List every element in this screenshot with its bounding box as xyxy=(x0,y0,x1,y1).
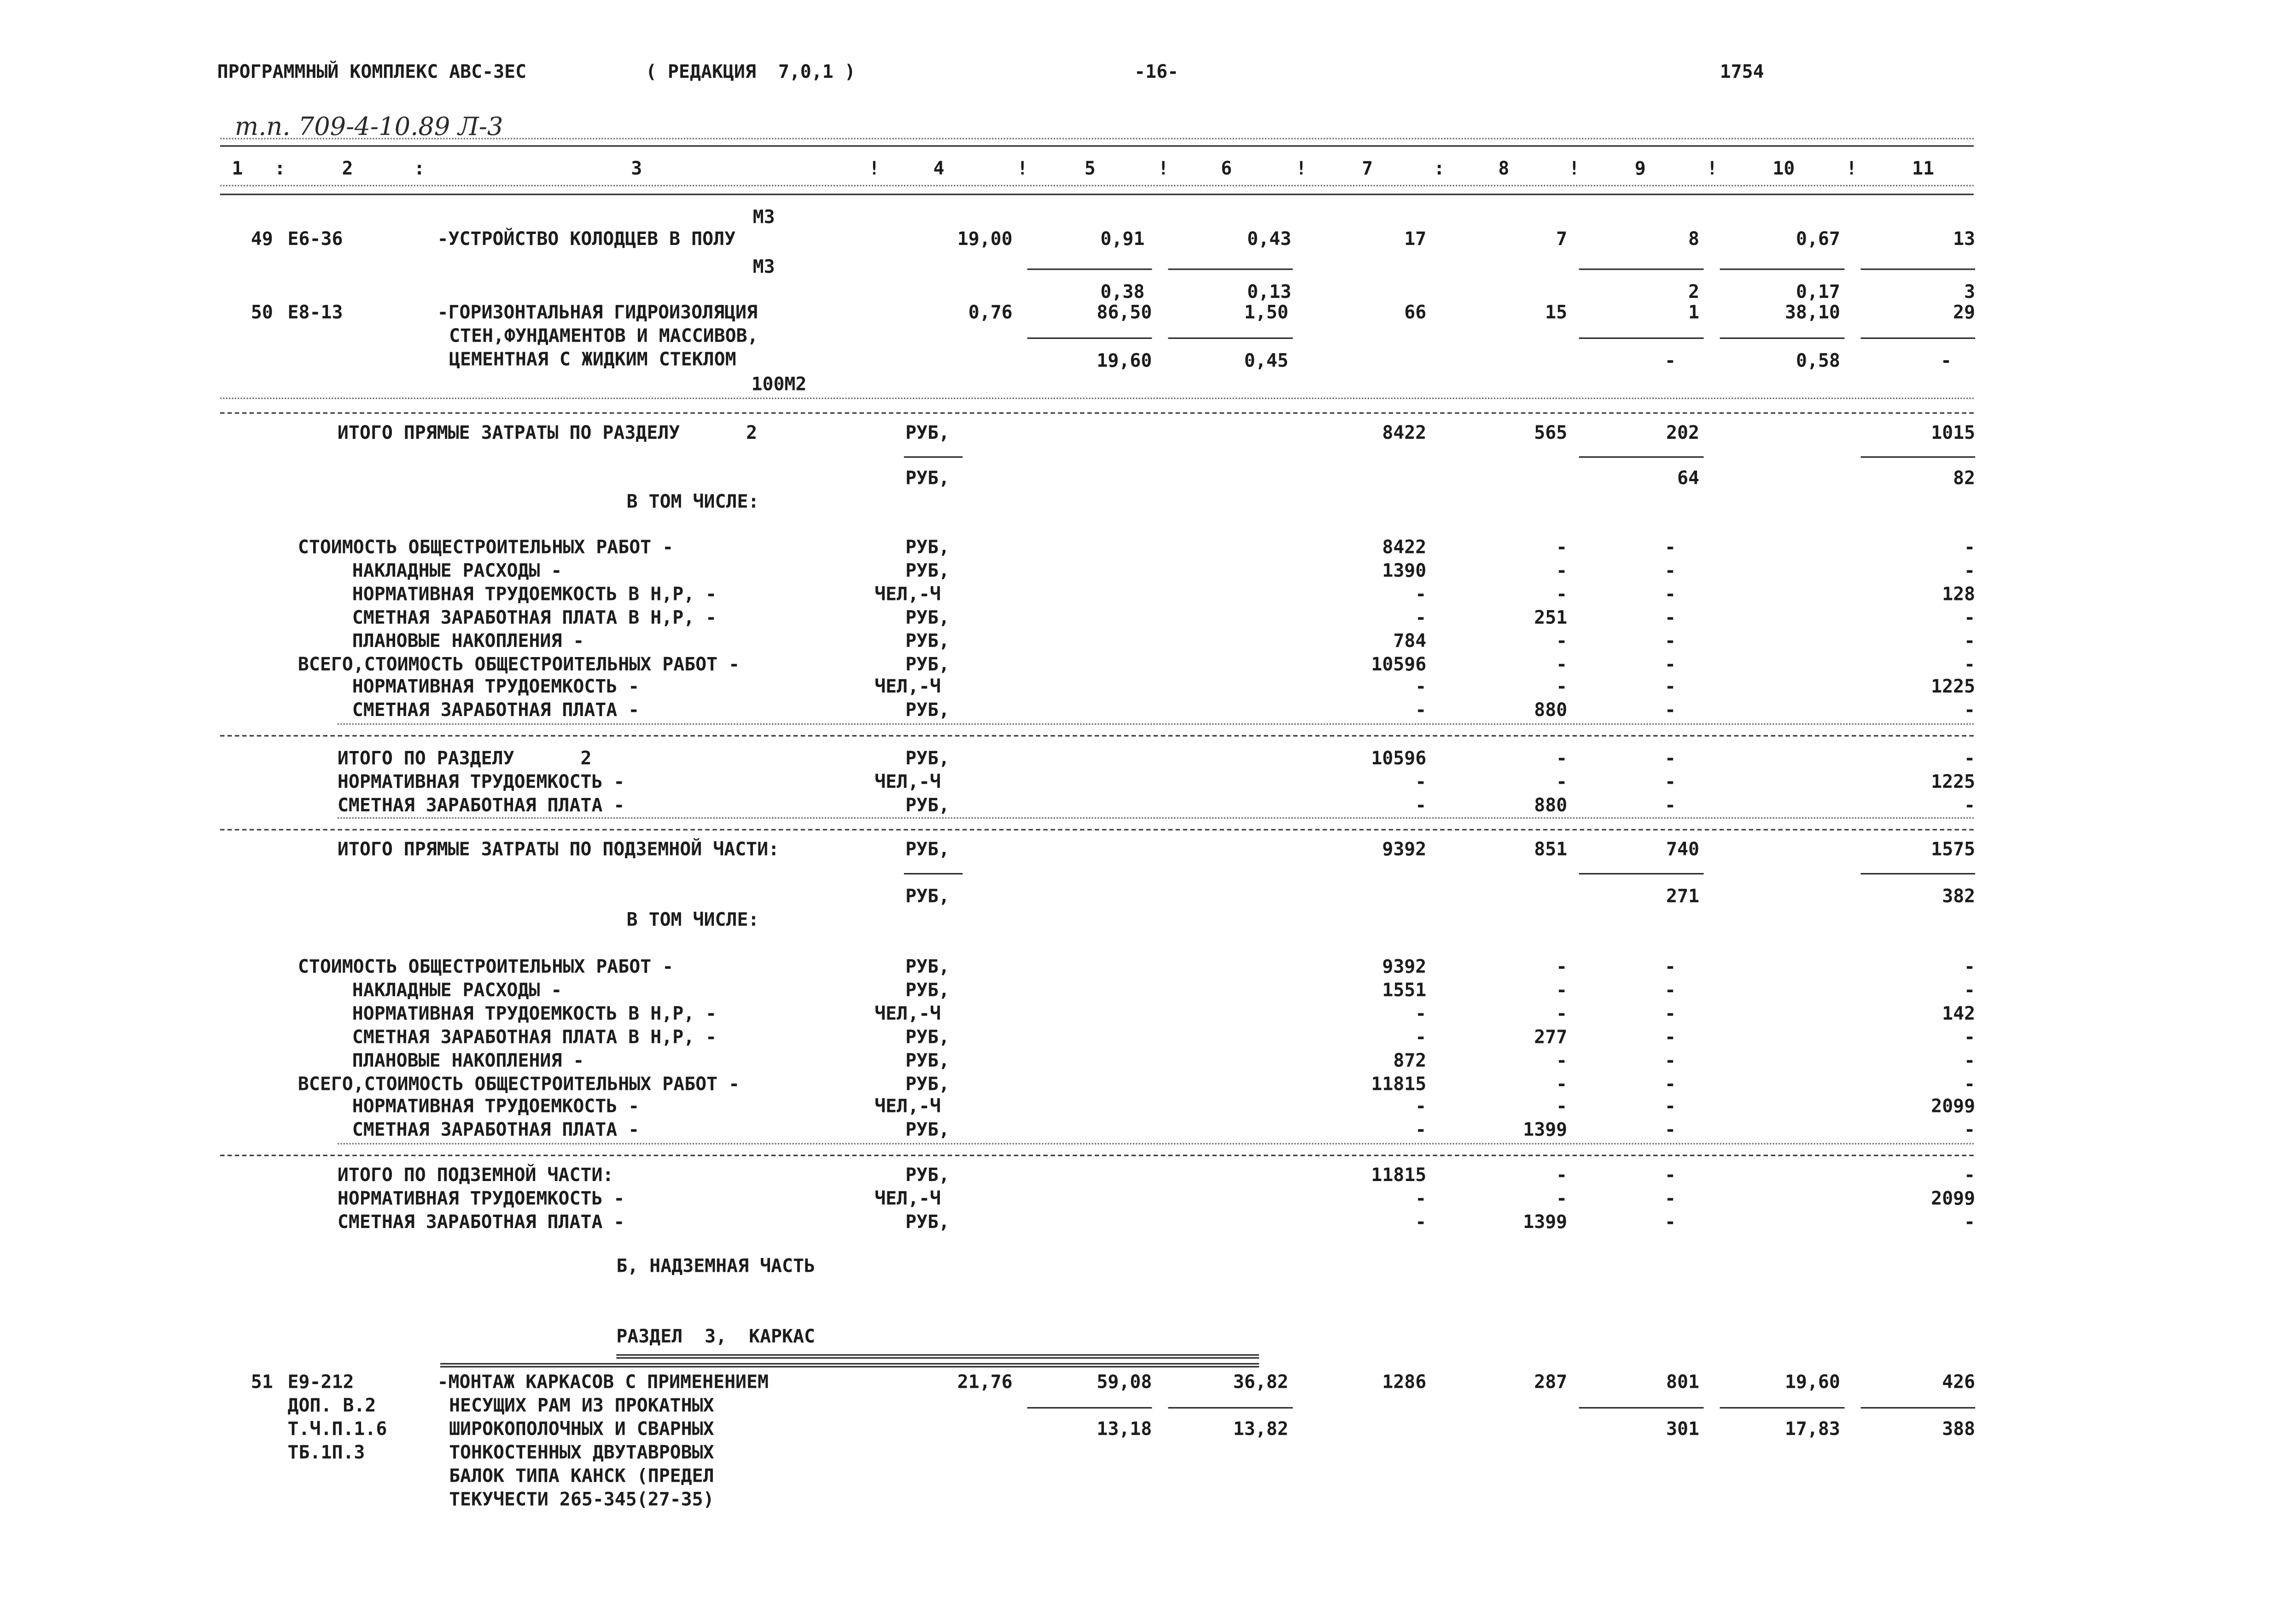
row-label: ПЛАНОВЫЕ НАКОПЛЕНИЯ - xyxy=(352,629,584,651)
unit-label: 100М2 xyxy=(751,373,807,395)
item-code-note: ДОП. В.2 xyxy=(287,1394,376,1416)
cell-wage: - xyxy=(1556,770,1568,792)
item-name: НЕСУЩИХ РАМ ИЗ ПРОКАТНЫХ xyxy=(449,1394,714,1416)
cell-labor-total: 2099 xyxy=(1931,1187,1976,1209)
cell-labor-unit: 19,60 xyxy=(1785,1370,1840,1392)
cell-labor-total: - xyxy=(1964,955,1976,978)
item-name: БАЛОК ТИПА КАНСК (ПРЕДЕЛ xyxy=(449,1464,714,1486)
unit-label: ЧЕЛ,-Ч xyxy=(875,770,941,792)
unit-label: РУБ, xyxy=(905,421,950,443)
column-number: 11 xyxy=(1912,157,1935,179)
cell-total: - xyxy=(1415,582,1427,605)
cell-labor-total-sub: 388 xyxy=(1942,1417,1976,1439)
cell-unit-cost-sub: 13,18 xyxy=(1096,1417,1152,1439)
cell-wage: - xyxy=(1556,955,1568,978)
cell-wage: 251 xyxy=(1534,605,1568,628)
item-name: ТЕКУЧЕСТИ 265-345(27-35) xyxy=(449,1488,714,1510)
row-label: НОРМАТИВНАЯ ТРУДОЕМКОСТЬ - xyxy=(337,770,625,792)
unit-label: ЧЕЛ,-Ч xyxy=(875,582,941,605)
cell-total: - xyxy=(1415,605,1427,628)
cell-labor-total-sub: - xyxy=(1941,349,1952,372)
unit-label: РУБ, xyxy=(905,1118,950,1141)
cell-wage: 880 xyxy=(1534,698,1568,721)
unit-label: РУБ, xyxy=(905,466,950,489)
cell-unit-cost: 59,08 xyxy=(1096,1370,1152,1392)
cell-wage: - xyxy=(1556,629,1568,651)
column-number: 5 xyxy=(1084,157,1096,179)
rule xyxy=(220,145,1974,146)
cell-machine: - xyxy=(1664,652,1676,675)
cell-machine: - xyxy=(1664,605,1676,628)
cell-labor-total: - xyxy=(1964,629,1976,651)
cell-labor-total: 426 xyxy=(1942,1370,1976,1392)
unit-label: РУБ, xyxy=(905,652,950,675)
cell-unit-cost-sub: 0,38 xyxy=(1100,280,1145,303)
cell-wage: 1399 xyxy=(1523,1210,1568,1233)
cell-labor-total: 1225 xyxy=(1931,770,1976,792)
cell-qty: 0,76 xyxy=(968,301,1013,323)
cell-labor-total: - xyxy=(1964,1118,1976,1141)
cell-labor-total: - xyxy=(1964,1048,1976,1071)
cell-machine: - xyxy=(1664,1210,1676,1233)
cell-wage: - xyxy=(1556,1048,1568,1071)
cell-total: 9392 xyxy=(1382,955,1427,978)
cell-unit-machine: 0,43 xyxy=(1247,227,1292,250)
item-number: 50 xyxy=(251,301,273,323)
row-label: НАКЛАДНЫЕ РАСХОДЫ - xyxy=(352,559,562,581)
column-number: 9 xyxy=(1634,157,1646,179)
cell-total: 8422 xyxy=(1382,536,1427,558)
cell-unit-machine: 36,82 xyxy=(1233,1370,1289,1392)
row-label: ВСЕГО,СТОИМОСТЬ ОБЩЕСТРОИТЕЛЬНЫХ РАБОТ - xyxy=(297,1071,740,1094)
cell-machine: - xyxy=(1664,1001,1676,1024)
cell-total: 8422 xyxy=(1382,421,1427,443)
cell-labor-total-sub: 3 xyxy=(1964,280,1976,303)
cell-machine: - xyxy=(1664,1095,1676,1118)
row-label: СМЕТНАЯ ЗАРАБОТНАЯ ПЛАТА - xyxy=(352,698,640,721)
including-heading: В ТОМ ЧИСЛЕ: xyxy=(626,908,759,931)
row-label: СТОИМОСТЬ ОБЩЕСТРОИТЕЛЬНЫХ РАБОТ - xyxy=(297,955,674,978)
cell-labor-total: - xyxy=(1964,1025,1976,1048)
cell-labor-total: - xyxy=(1964,559,1976,581)
column-number: 3 xyxy=(631,157,642,179)
item-name: -УСТРОЙСТВО КОЛОДЦЕВ В ПОЛУ xyxy=(437,227,736,250)
row-label: СМЕТНАЯ ЗАРАБОТНАЯ ПЛАТА В Н,Р, - xyxy=(352,1025,717,1048)
unit-label: РУБ, xyxy=(905,605,950,628)
cell-wage: 1399 xyxy=(1523,1118,1568,1141)
unit-label: РУБ, xyxy=(905,885,950,907)
rule xyxy=(220,138,1974,140)
row-label: СМЕТНАЯ ЗАРАБОТНАЯ ПЛАТА - xyxy=(352,1118,640,1141)
unit-label: ЧЕЛ,-Ч xyxy=(875,675,941,698)
cell-machine-sub: 271 xyxy=(1666,885,1699,907)
cell-machine: 801 xyxy=(1666,1370,1699,1392)
cell-machine: - xyxy=(1664,1163,1676,1186)
cell-machine: - xyxy=(1664,1118,1676,1141)
cell-labor-total: 1225 xyxy=(1931,675,1976,698)
cell-machine: - xyxy=(1664,1187,1676,1209)
cell-machine: - xyxy=(1664,1025,1676,1048)
cell-wage: - xyxy=(1556,582,1568,605)
cell-total: - xyxy=(1415,1001,1427,1024)
cell-machine-sub: 64 xyxy=(1677,466,1699,489)
unit-label: М3 xyxy=(752,205,775,227)
cell-qty: 19,00 xyxy=(957,227,1013,250)
unit-label: РУБ, xyxy=(905,746,950,769)
cell-labor-total-sub: 82 xyxy=(1953,466,1976,489)
cell-machine: 1 xyxy=(1688,301,1699,323)
including-heading: В ТОМ ЧИСЛЕ: xyxy=(626,490,759,512)
unit-label: РУБ, xyxy=(905,838,950,860)
cell-machine-sub: 301 xyxy=(1666,1417,1699,1439)
estimate-sheet: ПРОГРАММНЫЙ КОМПЛЕКС АВС-3ЕС ( РЕДАКЦИЯ 7,0,1 ) -16- 1754 т.п. 709-4-10.89 Л-3 1 2 3 4 5 6 7 8 9 10 11 : : ! ! ! ! : ! ! ! М3 49 Е6-36 -УСТРОЙСТВО КОЛОДЦЕВ В ПОЛУ М3 19,00 0,91 0,43 17 7 8 0,67 13 0,38 0,13 2 0,17 3 50 Е8-13 -ГОРИЗОНТАЛЬНАЯ ГИДРОИЗОЛЯЦИЯ СТЕН,ФУНДАМЕНТОВ И МАССИВОВ, ЦЕМЕНТНАЯ С ЖИДКИМ СТЕКЛОМ 100М2 0,76 86,50 1,50 66 15 1 38,10 29 19,60 0,45 - 0,58 - ИТОГО ПРЯМЫЕ ЗАТРАТЫ ПО РАЗДЕЛУ 2 РУБ, 8422 565 202 1015 РУБ, 64 82 В ТОМ ЧИСЛЕ: СТОИМОСТЬ ОБЩЕСТРОИТЕЛЬНЫХ РАБОТ - РУБ, 8422 - - - НАКЛАДНЫЕ РАСХОДЫ - РУБ, 1390 - - - НОРМАТИВНАЯ ТРУДОЕМКОСТЬ В Н,Р, - ЧЕЛ,-Ч - - - 128 СМЕТНАЯ ЗАРАБОТНАЯ ПЛАТА В Н,Р, - РУБ, - 251 - - ПЛАНОВЫЕ НАКОПЛЕНИЯ - РУБ, 784 - - - ВСЕГО,СТОИМОСТЬ ОБЩЕСТРОИТЕЛЬНЫХ РАБОТ - РУБ, 10596 - - - НОРМАТИВНАЯ ТРУДОЕМКОСТЬ - ЧЕЛ,-Ч - - - 1225 СМЕТНАЯ ЗАРАБОТНАЯ ПЛАТА - РУБ, - 880 - - ИТОГО ПО РАЗДЕЛУ 2 РУБ, 10596 - - - НОРМАТИВНАЯ ТРУДОЕМКОСТЬ - ЧЕЛ,-Ч - - - 1225 СМЕТНАЯ ЗАРАБОТНАЯ ПЛАТА - РУБ, - 880 - - ИТОГО ПРЯМЫЕ ЗАТРАТЫ ПО ПОДЗЕМНОЙ ЧАСТИ: РУБ, 9392 851 740 1575 РУБ, 271 382 В ТОМ ЧИСЛЕ: СТОИМОСТЬ ОБЩЕСТРОИТЕЛЬНЫХ РАБОТ - РУБ, 9392 - - - НАКЛАДНЫЕ РАСХОДЫ - РУБ, 1551 - - - НОРМАТИВНАЯ ТРУДОЕМКОСТЬ В Н,Р, - ЧЕЛ,-Ч - - - 142 СМЕТНАЯ ЗАРАБОТНАЯ ПЛАТА В Н,Р, - РУБ, - 277 - - ПЛАНОВЫЕ НАКОПЛЕНИЯ - РУБ, 872 - - - ВСЕГО,СТОИМОСТЬ ОБЩЕСТРОИТЕЛЬНЫХ РАБОТ - РУБ, 11815 - - - НОРМАТИВНАЯ ТРУДОЕМКОСТЬ - ЧЕЛ,-Ч - - - 2099 СМЕТНАЯ ЗАРАБОТНАЯ ПЛАТА - РУБ, - 1399 - - ИТОГО ПО ПОДЗЕМНОЙ ЧАСТИ: РУБ, 11815 - - - НОРМАТИВНАЯ ТРУДОЕМКОСТЬ - ЧЕЛ,-Ч - - - 2099 СМЕТНАЯ ЗАРАБОТНАЯ ПЛАТА - РУБ, - 1399 - - Б, НАДЗЕМНАЯ ЧАСТЬ РАЗДЕЛ 3, КАРКАС 51 Е9-212 ДОП. В.2 Т.Ч.П.1.6 ТБ.1П.3 -МОНТАЖ КАРКАСОВ С ПРИМЕНЕНИЕМ НЕСУЩИХ РАМ ИЗ ПРОКАТНЫХ ШИРОКОПОЛОЧНЫХ И СВАРНЫХ ТОНКОСТЕННЫХ ДВУТАВРОВЫХ БАЛОК ТИПА КАНСК (ПРЕДЕЛ ТЕКУЧЕСТИ 265-345(27-35) 21,76 59,08 36,82 1286 287 801 19,60 426 13,18 13,82 301 17,83 388 xyxy=(217,60,1976,1510)
cell-wage: - xyxy=(1556,1071,1568,1094)
row-label: ВСЕГО,СТОИМОСТЬ ОБЩЕСТРОИТЕЛЬНЫХ РАБОТ - xyxy=(297,652,740,675)
item-code: Е6-36 xyxy=(287,227,343,250)
cell-total: 11815 xyxy=(1371,1071,1427,1094)
row-label: НОРМАТИВНАЯ ТРУДОЕМКОСТЬ - xyxy=(337,1187,625,1209)
cell-unit-machine-sub: 0,13 xyxy=(1247,280,1292,303)
column-number: 2 xyxy=(342,157,353,179)
cell-wage: - xyxy=(1556,1001,1568,1024)
cell-labor-total: - xyxy=(1964,746,1976,769)
cell-wage: - xyxy=(1556,746,1568,769)
row-label: СМЕТНАЯ ЗАРАБОТНАЯ ПЛАТА В Н,Р, - xyxy=(352,605,717,628)
unit-label: М3 xyxy=(752,255,775,278)
program-title: ПРОГРАММНЫЙ КОМПЛЕКС АВС-3ЕС xyxy=(217,60,527,82)
row-label: ИТОГО ПО ПОДЗЕМНОЙ ЧАСТИ: xyxy=(337,1163,614,1186)
cell-labor-total: - xyxy=(1964,605,1976,628)
item-code-note: Т.Ч.П.1.6 xyxy=(287,1417,387,1439)
cell-machine: 8 xyxy=(1688,227,1699,250)
cell-labor-total: 2099 xyxy=(1931,1095,1976,1118)
rule xyxy=(220,185,1974,186)
unit-label: РУБ, xyxy=(905,1163,950,1186)
cell-wage: 851 xyxy=(1534,838,1568,860)
unit-label: РУБ, xyxy=(905,955,950,978)
cell-labor-total: - xyxy=(1964,536,1976,558)
item-code: Е8-13 xyxy=(287,301,343,323)
item-name: ЦЕМЕНТНАЯ С ЖИДКИМ СТЕКЛОМ xyxy=(449,348,736,370)
section-heading: РАЗДЕЛ 3, КАРКАС xyxy=(616,1325,816,1347)
cell-qty: 21,76 xyxy=(957,1370,1013,1392)
item-name: ШИРОКОПОЛОЧНЫХ И СВАРНЫХ xyxy=(449,1417,714,1439)
unit-label: РУБ, xyxy=(905,559,950,581)
cell-total: - xyxy=(1415,698,1427,721)
cell-labor-unit: 38,10 xyxy=(1785,301,1840,323)
unit-label: ЧЕЛ,-Ч xyxy=(875,1095,941,1118)
cell-labor-total: - xyxy=(1964,1210,1976,1233)
cell-machine: - xyxy=(1664,629,1676,651)
cell-total: - xyxy=(1415,1095,1427,1118)
cell-unit-cost: 86,50 xyxy=(1096,301,1152,323)
section-direct-costs-label: ИТОГО ПРЯМЫЕ ЗАТРАТЫ ПО РАЗДЕЛУ 2 xyxy=(337,421,758,443)
unit-label: ЧЕЛ,-Ч xyxy=(875,1187,941,1209)
cell-machine: - xyxy=(1664,955,1676,978)
cell-total: 1286 xyxy=(1382,1370,1427,1392)
item-number: 51 xyxy=(251,1370,273,1392)
cell-labor-total: 128 xyxy=(1942,582,1976,605)
cell-total: 9392 xyxy=(1382,838,1427,860)
edition-label: ( РЕДАКЦИЯ 7,0,1 ) xyxy=(646,60,856,82)
cell-labor-total: 142 xyxy=(1942,1001,1976,1024)
cell-labor-unit-sub: 0,17 xyxy=(1796,280,1840,303)
cell-total: - xyxy=(1415,1118,1427,1141)
cell-machine: - xyxy=(1664,978,1676,1001)
cell-wage: - xyxy=(1556,1163,1568,1186)
cell-wage: - xyxy=(1556,536,1568,558)
cell-labor-total: 1575 xyxy=(1931,838,1976,860)
cell-wage: 880 xyxy=(1534,793,1568,816)
column-number: 4 xyxy=(933,157,945,179)
row-label: СТОИМОСТЬ ОБЩЕСТРОИТЕЛЬНЫХ РАБОТ - xyxy=(297,536,674,558)
cell-unit-machine-sub: 13,82 xyxy=(1233,1417,1289,1439)
cell-total: - xyxy=(1415,1210,1427,1233)
cell-wage: - xyxy=(1556,559,1568,581)
part-heading: Б, НАДЗЕМНАЯ ЧАСТЬ xyxy=(616,1254,816,1277)
handwritten-project-ref: т.п. 709-4-10.89 Л-3 xyxy=(234,113,503,143)
cell-total: - xyxy=(1415,1187,1427,1209)
row-label: НОРМАТИВНАЯ ТРУДОЕМКОСТЬ - xyxy=(352,1095,640,1118)
unit-label: РУБ, xyxy=(905,793,950,816)
cell-unit-cost: 0,91 xyxy=(1100,227,1145,250)
row-label: ПЛАНОВЫЕ НАКОПЛЕНИЯ - xyxy=(352,1048,584,1071)
unit-label: РУБ, xyxy=(905,536,950,558)
cell-labor-total: - xyxy=(1964,1163,1976,1186)
cell-labor-total: 1015 xyxy=(1931,421,1976,443)
cell-total: 17 xyxy=(1404,227,1427,250)
cell-machine: - xyxy=(1664,770,1676,792)
cell-labor-total: 13 xyxy=(1953,227,1976,250)
cell-total: 872 xyxy=(1393,1048,1427,1071)
cell-labor-unit-sub: 17,83 xyxy=(1785,1417,1840,1439)
cell-labor-total: - xyxy=(1964,652,1976,675)
cell-machine: 202 xyxy=(1666,421,1699,443)
page-number: -16- xyxy=(1134,60,1179,82)
cell-wage: 7 xyxy=(1556,227,1568,250)
cell-wage: 277 xyxy=(1534,1025,1568,1048)
column-number: 1 xyxy=(232,157,243,179)
item-number: 49 xyxy=(251,227,273,250)
row-label: ИТОГО ПО РАЗДЕЛУ 2 xyxy=(337,746,592,769)
cell-wage: - xyxy=(1556,1095,1568,1118)
item-code-note: ТБ.1П.3 xyxy=(287,1441,365,1463)
unit-label: РУБ, xyxy=(905,698,950,721)
cell-wage: 565 xyxy=(1534,421,1568,443)
unit-label: РУБ, xyxy=(905,1025,950,1048)
cell-labor-unit: 0,67 xyxy=(1796,227,1840,250)
cell-labor-total: - xyxy=(1964,978,1976,1001)
column-number: 7 xyxy=(1362,157,1373,179)
item-code: Е9-212 xyxy=(287,1370,354,1392)
cell-total: 10596 xyxy=(1371,746,1427,769)
unit-label: РУБ, xyxy=(905,629,950,651)
item-name: ТОНКОСТЕННЫХ ДВУТАВРОВЫХ xyxy=(449,1441,714,1463)
cell-wage: - xyxy=(1556,978,1568,1001)
cell-wage: 287 xyxy=(1534,1370,1568,1392)
cell-labor-total-sub: 382 xyxy=(1942,885,1976,907)
cell-total: - xyxy=(1415,793,1427,816)
row-label: НОРМАТИВНАЯ ТРУДОЕМКОСТЬ В Н,Р, - xyxy=(352,1001,717,1024)
cell-machine-sub: 2 xyxy=(1688,280,1699,303)
cell-total: 10596 xyxy=(1371,652,1427,675)
cell-wage: 15 xyxy=(1545,301,1568,323)
cell-machine: - xyxy=(1664,1071,1676,1094)
row-label: СМЕТНАЯ ЗАРАБОТНАЯ ПЛАТА - xyxy=(337,1210,625,1233)
cell-unit-machine-sub: 0,45 xyxy=(1244,349,1289,372)
cell-labor-total: - xyxy=(1964,698,1976,721)
unit-label: РУБ, xyxy=(905,1210,950,1233)
cell-total: - xyxy=(1415,770,1427,792)
cell-labor-total: - xyxy=(1964,1071,1976,1094)
unit-label: РУБ, xyxy=(905,978,950,1001)
cell-unit-cost-sub: 19,60 xyxy=(1096,349,1152,372)
unit-label: РУБ, xyxy=(905,1071,950,1094)
cell-machine: - xyxy=(1664,582,1676,605)
cell-machine: - xyxy=(1664,793,1676,816)
cell-machine: - xyxy=(1664,1048,1676,1071)
cell-wage: - xyxy=(1556,675,1568,698)
cell-machine: - xyxy=(1664,536,1676,558)
unit-label: РУБ, xyxy=(905,1048,950,1071)
cell-total: 1551 xyxy=(1382,978,1427,1001)
sheet-number: 1754 xyxy=(1720,60,1764,82)
cell-total: 1390 xyxy=(1382,559,1427,581)
item-name: СТЕН,ФУНДАМЕНТОВ И МАССИВОВ, xyxy=(449,324,758,347)
cell-wage: - xyxy=(1556,1187,1568,1209)
cell-machine-sub: - xyxy=(1664,349,1676,372)
cell-labor-total: 29 xyxy=(1953,301,1976,323)
cell-total: 11815 xyxy=(1371,1163,1427,1186)
cell-total: - xyxy=(1415,675,1427,698)
cell-machine: - xyxy=(1664,675,1676,698)
unit-label: ЧЕЛ,-Ч xyxy=(875,1001,941,1024)
cell-machine: - xyxy=(1664,559,1676,581)
cell-labor-unit-sub: 0,58 xyxy=(1796,349,1840,372)
cell-wage: - xyxy=(1556,652,1568,675)
column-number: 10 xyxy=(1773,157,1795,179)
cell-machine: - xyxy=(1664,746,1676,769)
cell-unit-machine: 1,50 xyxy=(1244,301,1289,323)
row-label: НАКЛАДНЫЕ РАСХОДЫ - xyxy=(352,978,562,1001)
column-number: 8 xyxy=(1498,157,1510,179)
column-number: 6 xyxy=(1221,157,1232,179)
item-name: -ГОРИЗОНТАЛЬНАЯ ГИДРОИЗОЛЯЦИЯ xyxy=(437,301,758,323)
row-label: НОРМАТИВНАЯ ТРУДОЕМКОСТЬ В Н,Р, - xyxy=(352,582,717,605)
cell-machine: 740 xyxy=(1666,838,1699,860)
rule xyxy=(220,194,1974,195)
cell-total: 66 xyxy=(1404,301,1427,323)
cell-total: 784 xyxy=(1393,629,1427,651)
cell-machine: - xyxy=(1664,698,1676,721)
cell-labor-total: - xyxy=(1964,793,1976,816)
row-label: СМЕТНАЯ ЗАРАБОТНАЯ ПЛАТА - xyxy=(337,793,625,816)
cell-total: - xyxy=(1415,1025,1427,1048)
item-name: -МОНТАЖ КАРКАСОВ С ПРИМЕНЕНИЕМ xyxy=(437,1370,769,1392)
row-label: НОРМАТИВНАЯ ТРУДОЕМКОСТЬ - xyxy=(352,675,640,698)
underground-direct-costs-label: ИТОГО ПРЯМЫЕ ЗАТРАТЫ ПО ПОДЗЕМНОЙ ЧАСТИ: xyxy=(337,838,780,860)
